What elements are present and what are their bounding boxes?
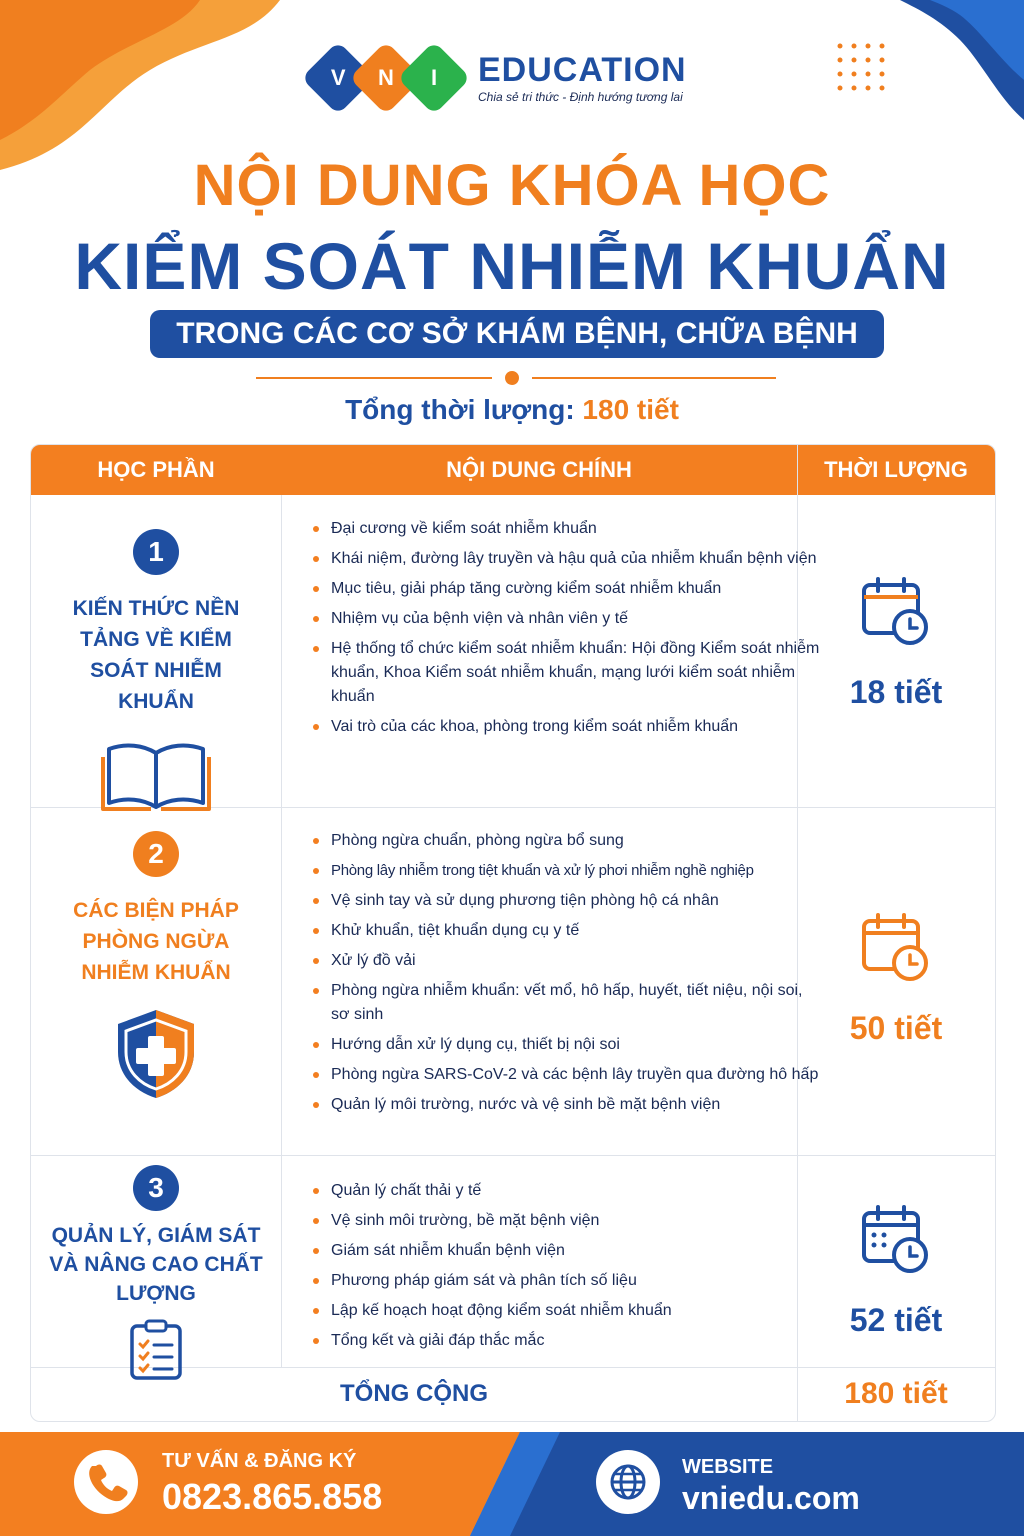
list-item: Đại cương về kiểm soát nhiễm khuẩn [311, 517, 821, 541]
footer-background [0, 1432, 1024, 1536]
phone-number[interactable]: 0823.865.858 [162, 1476, 383, 1517]
total-duration [0, 394, 1024, 426]
divider-dot [505, 371, 519, 385]
contact-label: TƯ VẤN & ĐĂNG KÝ [162, 1450, 357, 1472]
module-1-duration [797, 575, 995, 711]
module-3-content [311, 1179, 821, 1359]
brand-name: EDUCATION [478, 51, 687, 89]
logo-letter-i: I [397, 41, 471, 115]
table-header [31, 445, 995, 495]
title-line-1: NỘI DUNG KHÓA HỌC [193, 153, 831, 218]
logo-mark [312, 52, 456, 104]
calendar-clock-icon [860, 1203, 932, 1275]
duration-value: 50 tiết [849, 1010, 943, 1046]
list-item: Khử khuẩn, tiệt khuẩn dụng cụ y tế [311, 919, 821, 943]
divider-right [532, 377, 776, 379]
header-content: NỘI DUNG CHÍNH [446, 457, 632, 482]
list-item: Hướng dẫn xử lý dụng cụ, thiết bị nội soi [311, 1033, 821, 1057]
list-item: Phòng lây nhiễm trong tiệt khuẩn và xử lý phơi nhiễm nghề nghiệp [311, 859, 821, 883]
brand-tagline: Chia sẻ tri thức - Định hướng tương lai [478, 90, 683, 104]
module-name: CÁC BIỆN PHÁP PHÒNG NGỪA NHIỄM KHUẨN [73, 899, 239, 984]
column-divider [281, 495, 282, 1367]
module-3-list [311, 1179, 821, 1353]
phone-icon [74, 1450, 138, 1514]
list-item: Vệ sinh tay và sử dụng phương tiện phòng hộ cá nhân [311, 889, 821, 913]
list-item: Phòng ngừa chuẩn, phòng ngừa bổ sung [311, 829, 821, 853]
module-name: QUẢN LÝ, GIÁM SÁT VÀ NÂNG CAO CHẤT LƯỢNG [49, 1224, 263, 1305]
module-2-content [311, 829, 821, 1123]
list-item: Quản lý môi trường, nước và vệ sinh bề mặt bệnh viện [311, 1093, 821, 1117]
list-item: Vệ sinh môi trường, bề mặt bệnh viện [311, 1209, 821, 1233]
shield-cross-icon [108, 1006, 204, 1102]
list-item: Quản lý chất thải y tế [311, 1179, 821, 1203]
calendar-clock-icon [860, 911, 932, 983]
header-duration: THỜI LƯỢNG [824, 457, 968, 482]
list-item: Khái niệm, đường lây truyền và hậu quả của nhiễm khuẩn bệnh viện [311, 547, 821, 571]
module-1-list [311, 517, 821, 739]
list-item: Giám sát nhiễm khuẩn bệnh viện [311, 1239, 821, 1263]
module-number: 1 [133, 529, 179, 575]
total-duration-label: Tổng thời lượng: [345, 394, 575, 425]
globe-icon [596, 1450, 660, 1514]
list-item: Tổng kết và giải đáp thắc mắc [311, 1329, 821, 1353]
module-number: 2 [133, 831, 179, 877]
module-2-duration [797, 911, 995, 1047]
module-3-duration [797, 1203, 995, 1339]
module-1 [31, 529, 281, 820]
row-divider [31, 1155, 995, 1156]
top-right-decoration [900, 0, 1024, 130]
list-item: Vai trò của các khoa, phòng trong kiểm soát nhiễm khuẩn [311, 715, 821, 739]
logo-letter-n: N [349, 41, 423, 115]
total-label: TỔNG CỘNG [340, 1380, 488, 1407]
table-total-row [31, 1367, 995, 1421]
module-1-content [311, 517, 821, 745]
total-duration-value: 180 tiết [582, 394, 679, 425]
module-2-list [311, 829, 821, 1117]
logo-letter-v: V [301, 41, 375, 115]
list-item: Phòng ngừa SARS-CoV-2 và các bệnh lây truyền qua đường hô hấp [311, 1063, 821, 1087]
list-item: Phương pháp giám sát và phân tích số liệu [311, 1269, 821, 1293]
header-module: HỌC PHẦN [97, 457, 215, 482]
total-value: 180 tiết [844, 1377, 948, 1410]
website-label: WEBSITE [682, 1456, 774, 1478]
title-line-2: KIỂM SOÁT NHIỄM KHUẨN [74, 229, 950, 303]
list-item: Nhiệm vụ của bệnh viện và nhân viên y tế [311, 607, 821, 631]
module-name: KIẾN THỨC NỀN TẢNG VỀ KIỂM SOÁT NHIỄM KHUẨN [72, 597, 240, 713]
subtitle-banner: TRONG CÁC CƠ SỞ KHÁM BỆNH, CHỮA BỆNH [150, 310, 884, 358]
list-item: Lập kế hoạch hoạt động kiểm soát nhiễm khuẩn [311, 1299, 821, 1323]
website-link[interactable]: vniedu.com [682, 1480, 860, 1516]
module-2 [31, 831, 281, 1107]
course-table [30, 444, 996, 1422]
module-3 [31, 1165, 281, 1385]
open-book-icon [101, 739, 211, 815]
brand-logo [312, 52, 687, 104]
calendar-clock-icon [860, 575, 932, 647]
module-number: 3 [133, 1165, 179, 1211]
list-item: Xử lý đồ vải [311, 949, 821, 973]
list-item: Phòng ngừa nhiễm khuẩn: vết mổ, hô hấp, huyết, tiết niệu, nội soi, sơ sinh [311, 979, 821, 1027]
list-item: Mục tiêu, giải pháp tăng cường kiểm soát nhiễm khuẩn [311, 577, 821, 601]
duration-value: 52 tiết [849, 1302, 943, 1338]
dot-grid-decoration [836, 42, 886, 92]
list-item: Hệ thống tổ chức kiểm soát nhiễm khuẩn: Hội đồng Kiểm soát nhiễm khuẩn, Khoa Kiểm soát nhiễm khuẩn, mạng lưới kiểm soát nhiễm khuẩn [311, 637, 821, 709]
divider-left [256, 377, 492, 379]
duration-value: 18 tiết [849, 674, 943, 710]
